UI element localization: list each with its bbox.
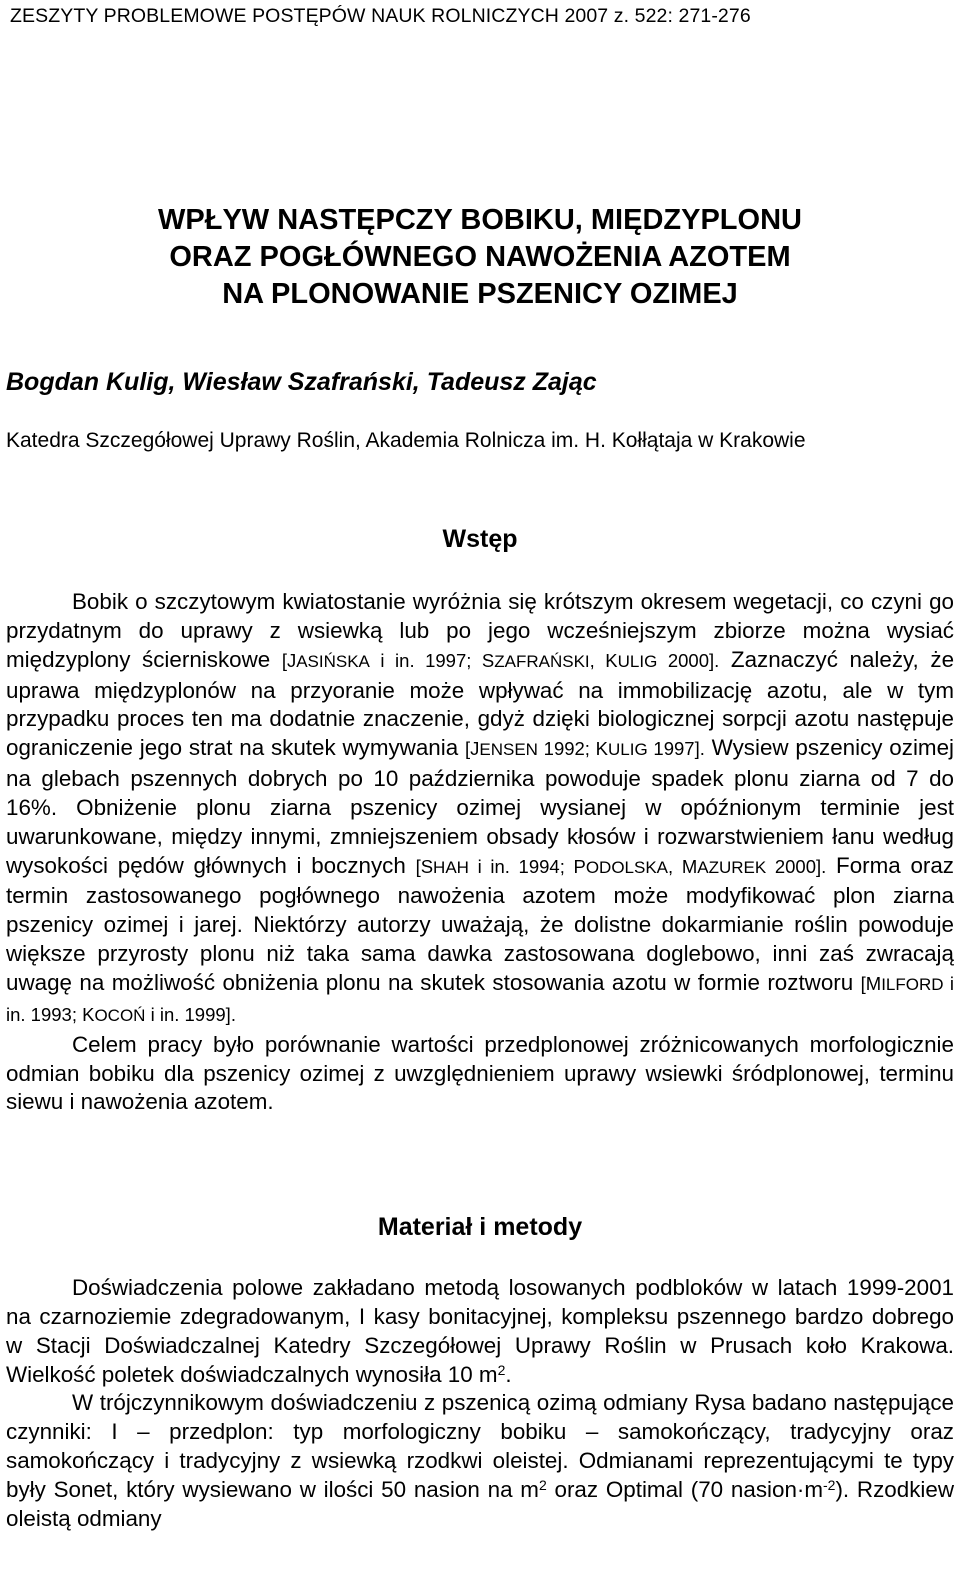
intro-paragraph-2: Celem pracy było porównanie wartości przedplonowej zróżnicowanych morfologicznie odmian bobiku dla pszenicy ozimej z uwzględnieniem uprawy wsiewki śródplonowej, terminu siewu i nawożenia azotem. (6, 1031, 954, 1115)
intro-heading: Wstęp (442, 525, 518, 553)
citation-shah: [SHAH i in. 1994; PODOLSKA, MAZUREK 2000]. (415, 855, 827, 877)
intro-section (6, 588, 954, 1117)
paper-title (0, 202, 960, 313)
authors: Bogdan Kulig, Wiesław Szafrański, Tadeusz Zając (6, 368, 597, 396)
title-line-1: WPŁYW NASTĘPCZY BOBIKU, MIĘDZYPLONU (158, 204, 802, 236)
methods-heading: Materiał i metody (377, 1213, 583, 1241)
methods-paragraph-2: W trójczynnikowym doświadczeniu z pszenicą ozimą odmiany Rysa badano następujące czynniki: I – przedplon: typ morfologiczny bobiku – samokończący, tradycyjny oraz samokończący i tradycyjny z wsiewką rzodkwi oleistej. Odmianami reprezentującymi te typy były Sonet, który wysiewano w ilości 50 nasion na $m^2$ oraz Optimal (70 $nasion\cdot m^{-2}$). Rzodkiew oleistą odmiany (6, 1390, 954, 1531)
title-line-2: ORAZ POGŁÓWNEGO NAWOŻENIA AZOTEM (169, 241, 791, 273)
citation-jasinska: [JASIŃSKA i in. 1997; SZAFRAŃSKI, KULIG 2000]. (281, 649, 720, 671)
citation-milford: [MILFORD i in. 1993; KOCOŃ i in. 1999]. (6, 972, 954, 1025)
journal-header: ZESZYTY PROBLEMOWE POSTĘPÓW NAUK ROLNICZYCH 2007 z. 522: 271-276 (10, 5, 751, 27)
intro-paragraph-1: Bobik o szczytowym kwiatostanie wyróżnia się krótszym okresem wegetacji, co czyni go przydatnym do uprawy z wsiewką lub po jego wcześniejszym zbiorze można wysiać międzyplony ścierniskowe [JASIŃSKA i in. 1997; SZAFRAŃSKI, KULIG 2000]. Zaznaczyć należy, że uprawa międzyplonów na przyoranie może wpływać na immobilizację azotu, ale w tym przypadku proces ten ma dodatnie znaczenie, gdyż dzięki biologicznej sorpcji azotu następuje ograniczenie jego strat na skutek wymywania [JENSEN 1992; KULIG 1997]. Wysiew pszenicy ozimej na glebach pszennych dobrych po 10 października powoduje spadek plonu ziarna od 7 do 16%. Obniżenie plonu ziarna pszenicy ozimej wysianej w opóźnionym terminie jest uwarunkowane, między innymi, zmniejszeniem obsady kłosów i rozwarstwieniem łanu według wysokości pędów głównych i bocznych [SHAH i in. 1994; PODOLSKA, MAZUREK 2000]. Forma oraz termin zastosowanego pogłównego nawożenia azotem może modyfikować plon ziarna pszenicy ozimej i jarej. Niektórzy autorzy uważają, że dolistne dokarmianie roślin powoduje większe przyrosty plonu niż taka sama dawka zastosowana doglebowo, inni zaś zwracają uwagę na możliwość obniżenia plonu na skutek stosowania azotu w formie roztworu [MILFORD i in. 1993; KOCOŃ i in. 1999]. (6, 589, 955, 1025)
affiliation: Katedra Szczegółowej Uprawy Roślin, Akademia Rolnicza im. H. Kołłątaja w Krakowie (6, 429, 806, 452)
title-line-3: NA PLONOWANIE PSZENICY OZIMEJ (222, 278, 738, 310)
methods-paragraph-1: Doświadczenia polowe zakładano metodą losowanych podbloków w latach 1999-2001 na czarnoziemie zdegradowanym, I kasy bonitacyjnej, kompleksu pszennego bardzo dobrego w Stacji Doświadczalnej Katedry Szczegółowej Uprawy Roślin w Prusach koło Krakowa. Wielkość poletek doświadczalnych wynosiła 10 $m^2$. (6, 1275, 954, 1387)
methods-section (6, 1274, 954, 1534)
citation-jensen: [JENSEN 1992; KULIG 1997]. (464, 738, 705, 760)
